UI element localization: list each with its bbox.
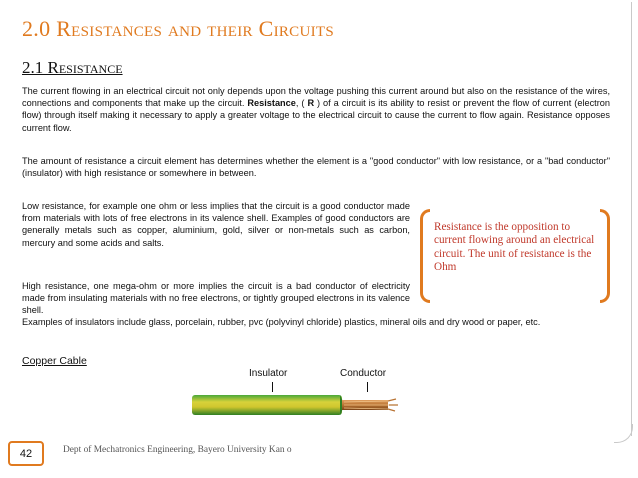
right-brace-icon — [600, 209, 610, 303]
label-insulator: Insulator — [249, 368, 288, 379]
cable-insulator — [192, 395, 342, 415]
paragraph-text: The current flowing in an electrical circuit not only depends upon the voltage pushing this current around but also on the resistance of the wires, connections and components that make up the circuit. — [22, 86, 610, 109]
copper-cable-image — [192, 392, 404, 418]
paragraph-text: ) of a circuit is its ability to resist or prevent the flow of current (electron flow) through itself making it necessary to apply a greater voltage to the electrical circuit to cause the current to flow again. Resistance opposes current flow. — [22, 98, 611, 133]
footer-text: Dept of Mechatronics Engineering, Bayero University Kan o — [63, 445, 292, 455]
slide-frame-edge — [631, 2, 632, 436]
definition-callout — [420, 209, 610, 305]
label-conductor: Conductor — [340, 368, 387, 379]
page-number: 42 — [19, 448, 33, 460]
figure-heading: Copper Cable — [22, 355, 87, 367]
insulator-pointer-line — [272, 382, 273, 392]
paragraph-resistance-definition — [22, 85, 610, 134]
bold-term-resistance: Resistance — [247, 98, 296, 109]
paragraph-text: , ( — [295, 98, 308, 109]
conductor-pointer-line — [367, 382, 368, 392]
left-brace-icon — [420, 209, 430, 303]
paragraph-high-resistance: High resistance, one mega-ohm or more implies the circuit is a bad conductor of electricity made from insulating materials with no free electrons, or tightly grouped electrons in its valence shell. — [22, 281, 410, 316]
page-number-badge — [8, 441, 44, 466]
slide-title: 2.0 Resistances and their Circuits — [22, 16, 335, 41]
paragraph-conductor-types: The amount of resistance a circuit element has determines whether the element is a "good conductor" with low resistance, or a "bad conductor" (insulator) with high resistance or somewhere in between. — [22, 156, 610, 179]
paragraph-low-resistance: Low resistance, for example one ohm or less implies that the circuit is a good conductor made from materials with lots of free electrons in its valence shell. Examples of good conductors are generally metals such as copper, aluminium, gold, silver or non-metals such as carbon, mercury and some acids and salts. — [22, 201, 410, 248]
section-heading: 2.1 Resistance — [22, 58, 123, 77]
cable-strand-tips — [388, 399, 398, 411]
paragraph-insulator-examples: Examples of insulators include glass, porcelain, rubber, pvc (polyvinyl chloride) plastics, mineral oils and dry wood or paper, etc. — [22, 317, 541, 327]
slide-frame-corner — [614, 424, 633, 443]
bold-symbol-r: R — [307, 98, 315, 109]
callout-text: Resistance is the opposition to current flowing around an electrical circuit. The unit of resistance is the Ohm — [434, 221, 595, 274]
